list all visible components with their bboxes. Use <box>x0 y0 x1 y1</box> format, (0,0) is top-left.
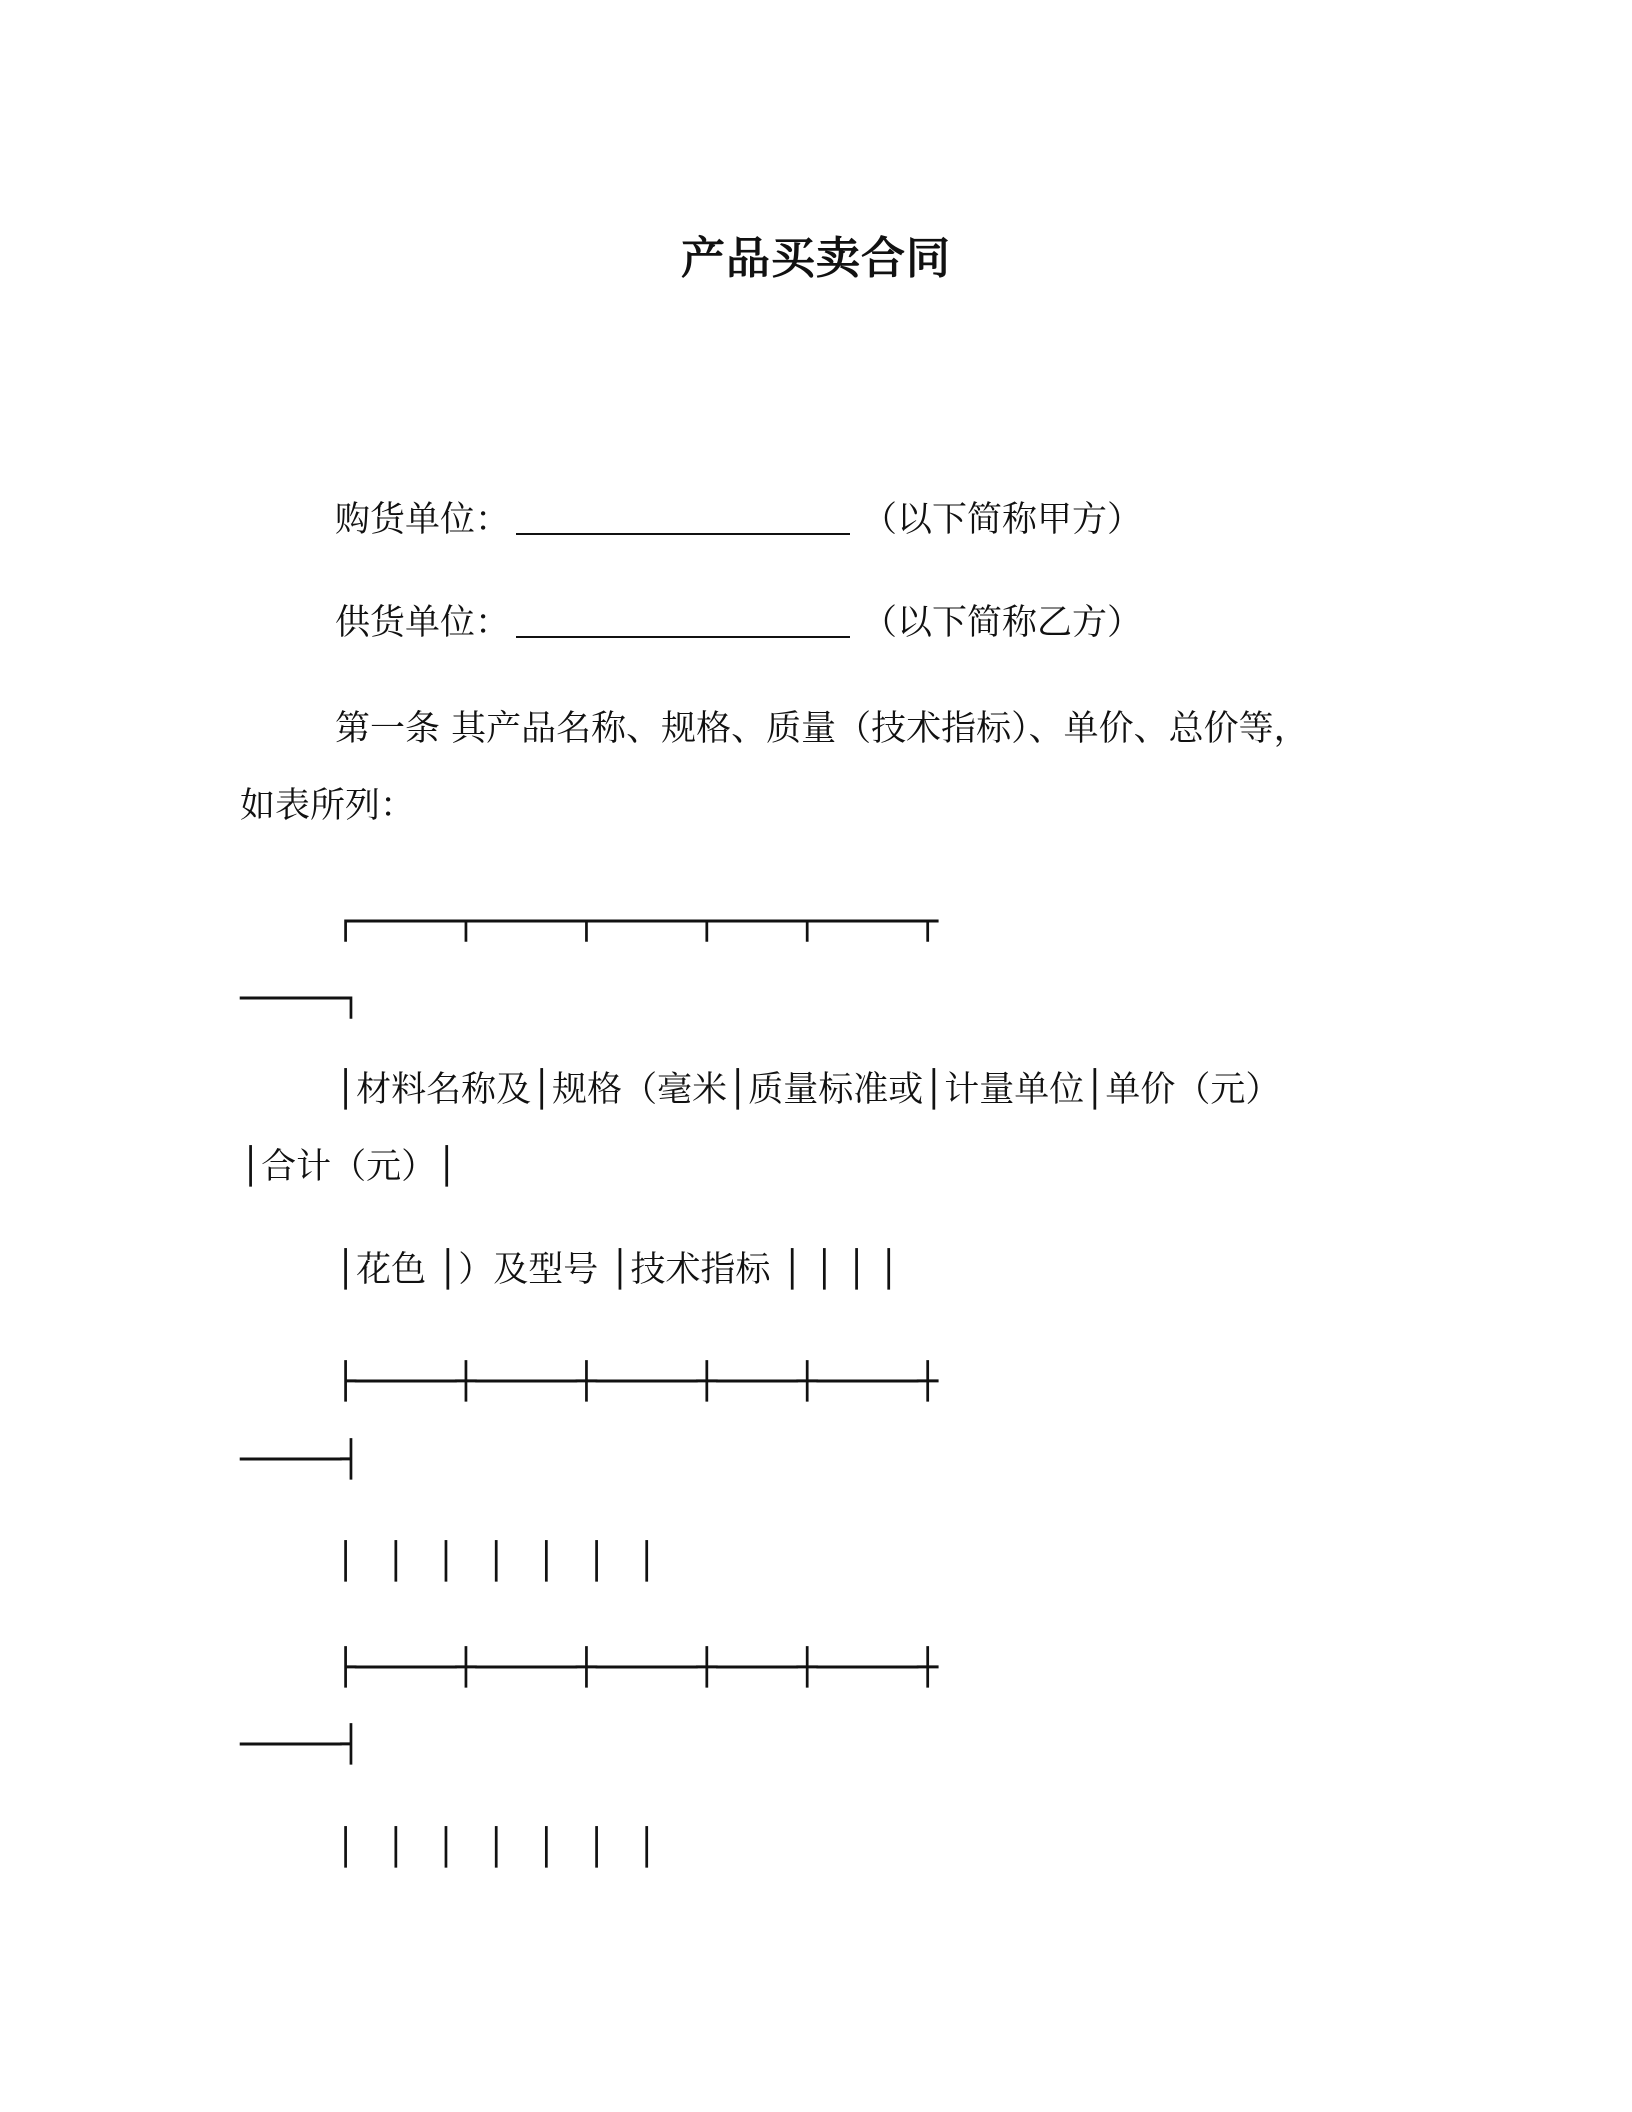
table-top-border-b: ─────┐ <box>240 979 361 1019</box>
article1-line1: 第一条 其产品名称、规格、质量（技术指标）、单价、总价等， <box>335 709 1309 749</box>
table-separator1-b: ─────┤ <box>240 1440 361 1480</box>
table-header-row1-a: │材料名称及│规格（毫米│质量标准或│计量单位│单价（元） <box>335 1070 1281 1110</box>
article1-line2: 如表所列： <box>240 786 416 826</box>
buyer-line <box>335 498 1142 542</box>
table-header-row2: │花色 │）及型号 │技术指标 │ │ │ │ <box>335 1250 900 1290</box>
table-row: │ │ │ │ │ │ │ <box>335 1828 658 1868</box>
table-separator1-a: ├─────┼─────┼─────┼────┼─────┼ <box>335 1362 938 1402</box>
document-title: 产品买卖合同 <box>681 233 951 284</box>
buyer-suffix: （以下简称甲方） <box>862 500 1143 540</box>
supplier-label: 供货单位： <box>335 603 511 643</box>
supplier-blank-field[interactable] <box>516 602 850 638</box>
supplier-line <box>335 601 1142 645</box>
table-header-row1-b: │合计（元）│ <box>240 1147 458 1187</box>
supplier-suffix: （以下简称乙方） <box>862 603 1143 643</box>
buyer-blank-field[interactable] <box>516 499 850 535</box>
buyer-label: 购货单位： <box>335 500 511 540</box>
table-separator2-b: ─────┤ <box>240 1725 361 1765</box>
table-separator2-a: ├─────┼─────┼─────┼────┼─────┼ <box>335 1648 938 1688</box>
table-top-border-a: ┌─────┬─────┬─────┬────┬─────┬ <box>335 902 938 942</box>
table-row: │ │ │ │ │ │ │ <box>335 1542 658 1582</box>
